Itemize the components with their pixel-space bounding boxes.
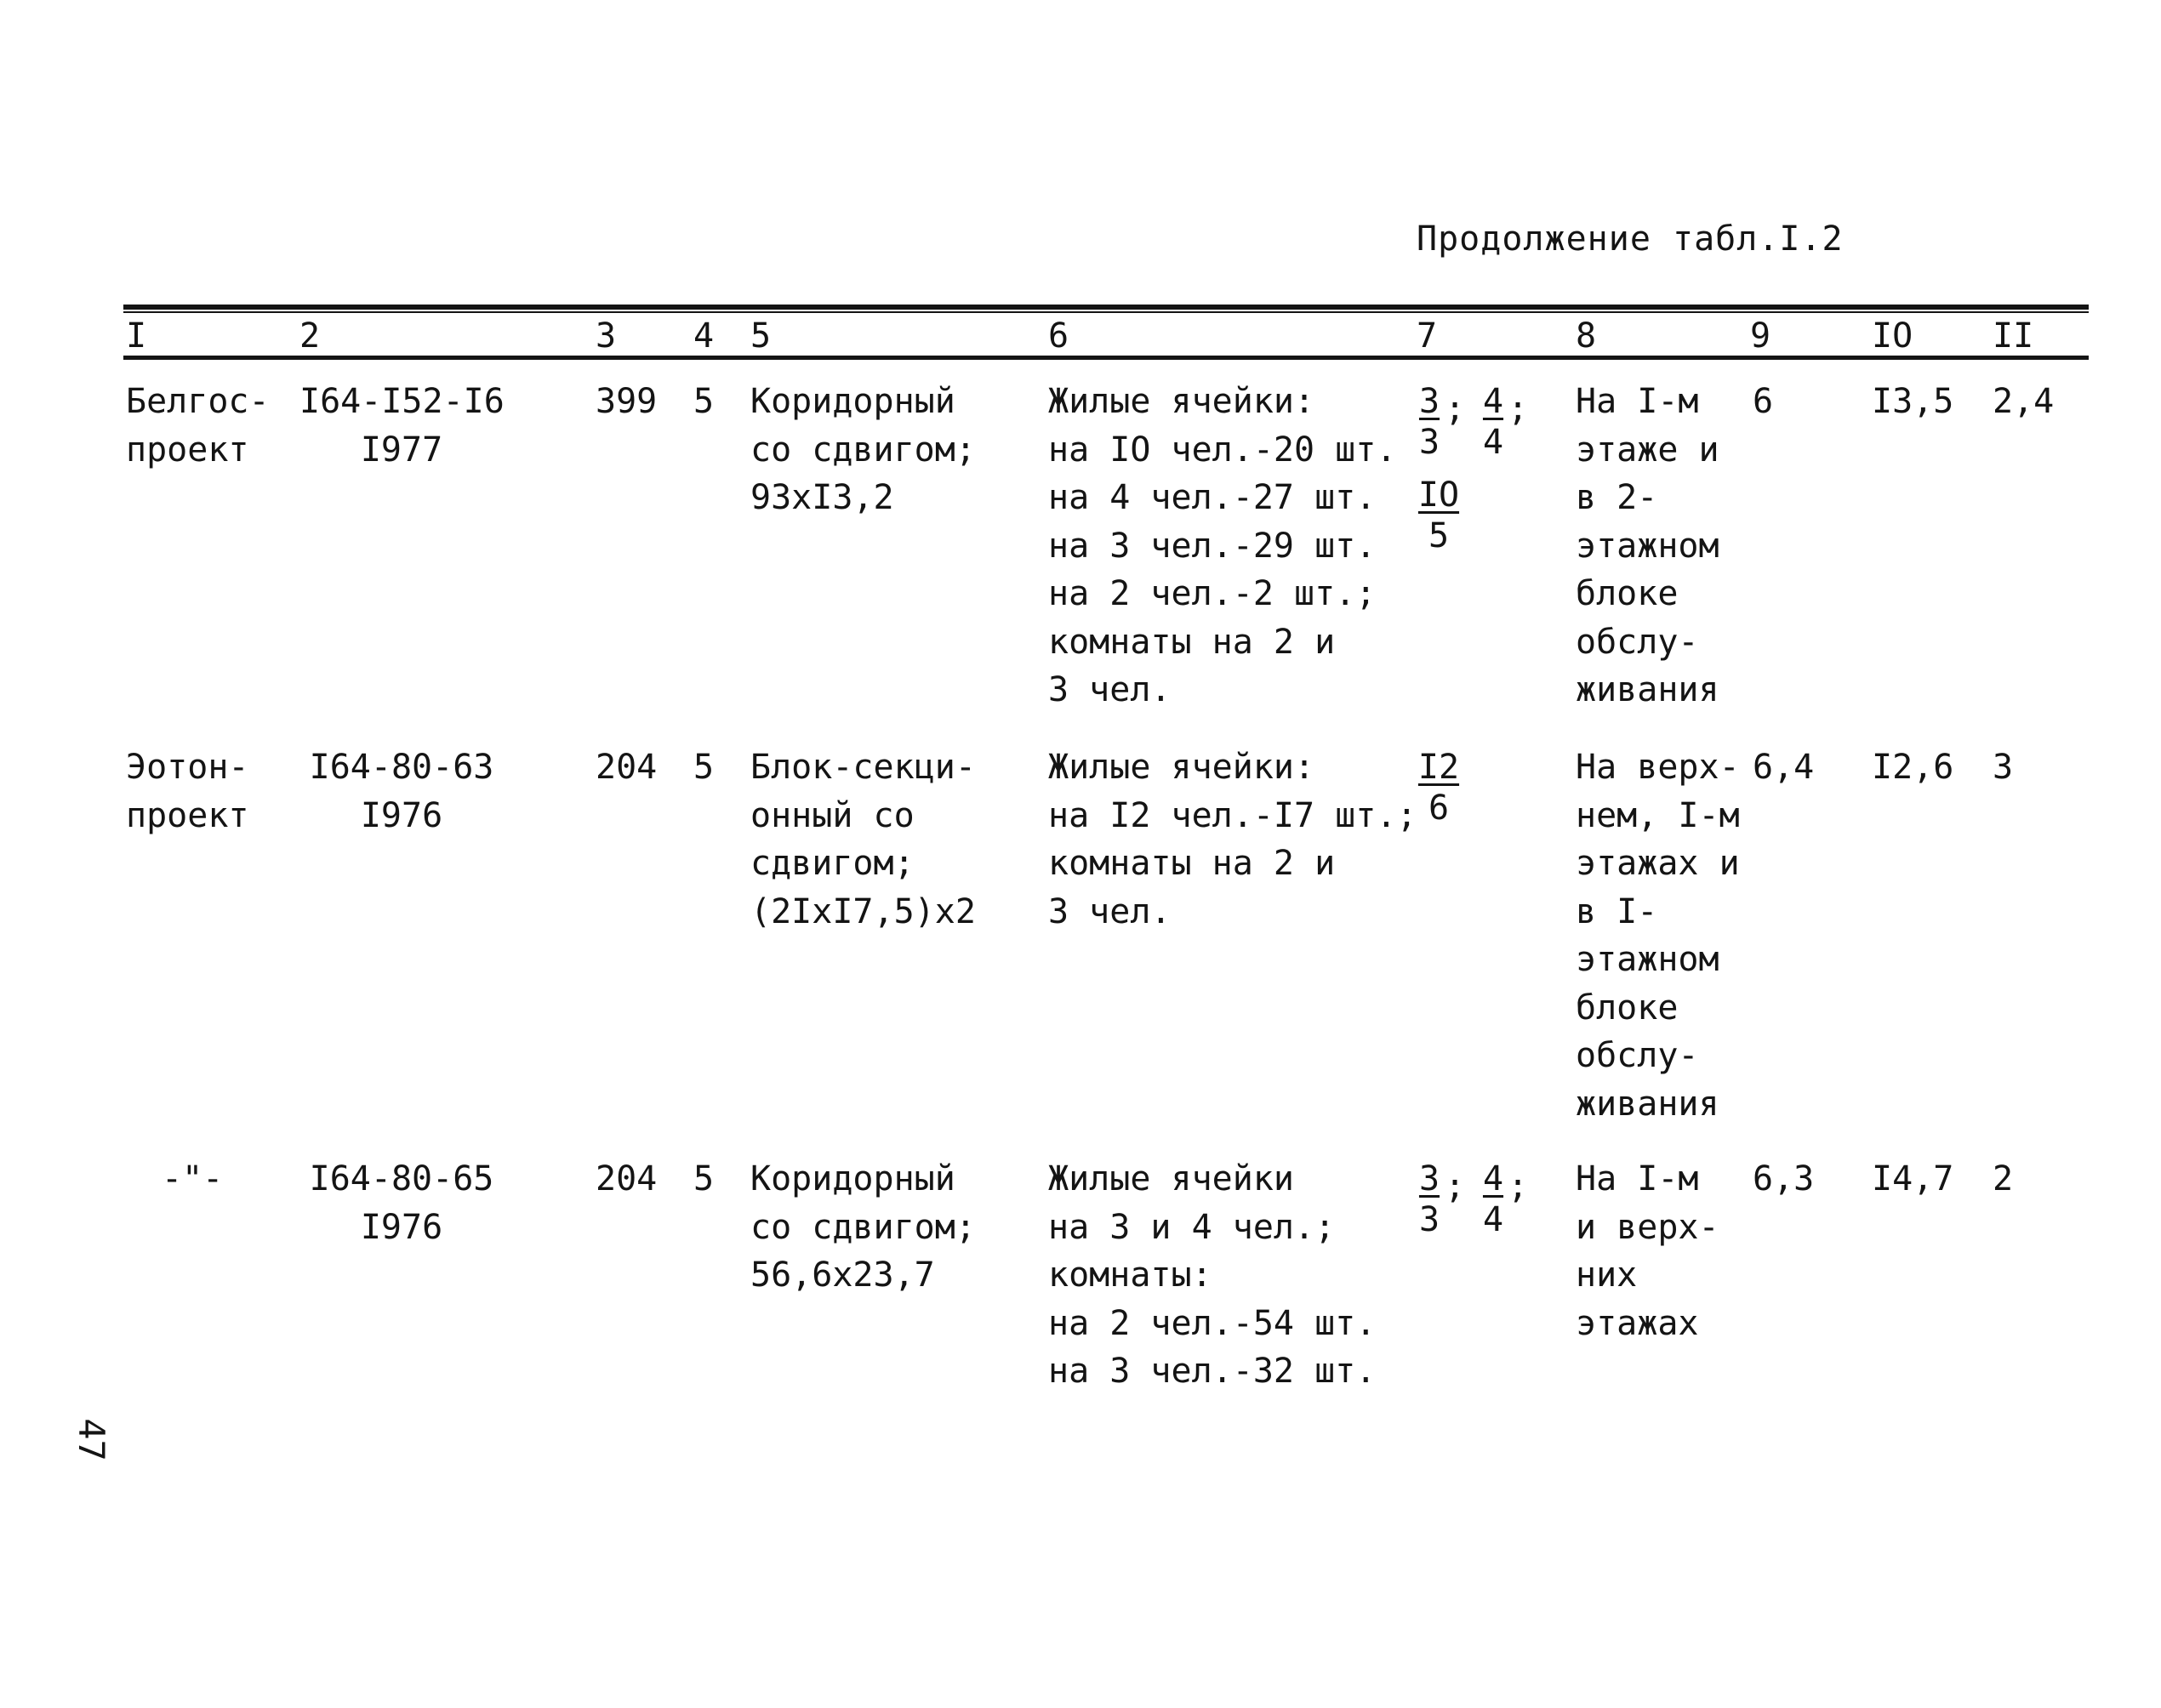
fraction-separator: ; xyxy=(1445,390,1466,429)
header-col-8: 8 xyxy=(1576,316,1597,356)
col3-cell: 204 xyxy=(596,748,658,787)
type-line: Блок-секци- xyxy=(750,748,976,787)
col3-cell: 399 xyxy=(596,382,658,421)
cells-line: на IO чел.-20 шт. xyxy=(1048,430,1397,470)
location-line: и верх- xyxy=(1576,1207,1719,1247)
cells-line: Жилые ячейки: xyxy=(1048,382,1315,421)
header-col-11: II xyxy=(1993,316,2034,356)
code-cell xyxy=(299,378,504,474)
cells-description xyxy=(1048,378,1396,715)
fraction xyxy=(1417,1159,1442,1240)
cells-line: комнаты на 2 и xyxy=(1048,844,1336,883)
location-line: в 2- xyxy=(1576,478,1658,517)
cells-line: 3 чел. xyxy=(1048,670,1172,709)
header-col-1: I xyxy=(126,316,147,356)
fraction xyxy=(1417,475,1461,556)
type-line: со сдвигом; xyxy=(750,430,976,470)
col4-cell: 5 xyxy=(693,382,715,421)
fraction xyxy=(1417,381,1442,463)
fraction-numerator: 4 xyxy=(1482,1159,1504,1198)
fraction-denominator: 4 xyxy=(1482,423,1504,462)
header-col-9: 9 xyxy=(1750,316,1771,356)
col11-cell: 3 xyxy=(1993,748,2014,787)
header-col-4: 4 xyxy=(693,316,715,356)
cells-line: на I2 чел.-I7 шт.; xyxy=(1048,795,1417,835)
org-line: проект xyxy=(126,430,249,470)
code-line: I64-80-63 xyxy=(309,748,494,787)
header-col-2: 2 xyxy=(299,316,321,356)
fraction-denominator: 3 xyxy=(1418,1200,1440,1239)
type-cell xyxy=(750,743,976,936)
org-line: проект xyxy=(126,795,249,835)
col11-cell: 2 xyxy=(1993,1159,2014,1198)
location-line: На I-м xyxy=(1576,1159,1699,1198)
location-line: них xyxy=(1576,1255,1638,1295)
top-rule-thin xyxy=(123,311,2089,313)
code-line: I64-I52-I6 xyxy=(299,382,505,421)
fraction-separator: ; xyxy=(1508,1167,1529,1206)
cells-line: на 3 чел.-29 шт. xyxy=(1048,526,1377,566)
org-line: Белгос- xyxy=(126,382,270,421)
code-line: I976 xyxy=(360,1207,443,1247)
header-rule xyxy=(123,356,2089,360)
col10-cell: I4,7 xyxy=(1872,1159,1954,1198)
col4-cell: 5 xyxy=(693,1159,715,1198)
cells-line: Жилые ячейки xyxy=(1048,1159,1294,1198)
type-line: Коридорный xyxy=(750,1159,955,1198)
cells-description xyxy=(1048,1155,1376,1396)
cells-line: комнаты: xyxy=(1048,1255,1212,1295)
fraction-denominator: 5 xyxy=(1428,516,1450,555)
location-line: этажах xyxy=(1576,1303,1699,1343)
org-line: -"- xyxy=(162,1159,224,1198)
fraction-numerator: IO xyxy=(1417,475,1460,515)
header-col-10: IO xyxy=(1872,316,1913,356)
fraction-denominator: 3 xyxy=(1418,423,1440,462)
code-cell xyxy=(299,1155,504,1251)
code-cell xyxy=(299,743,504,840)
org-cell xyxy=(126,743,249,840)
location-line: На верх- xyxy=(1576,748,1740,787)
location-cell xyxy=(1576,1155,1719,1347)
cells-line: на 3 и 4 чел.; xyxy=(1048,1207,1336,1247)
type-line: 56,6x23,7 xyxy=(750,1255,935,1295)
cells-line: на 4 чел.-27 шт. xyxy=(1048,478,1377,517)
location-line: обслу- xyxy=(1576,1036,1699,1075)
type-line: 93xI3,2 xyxy=(750,478,894,517)
col10-cell: I3,5 xyxy=(1872,382,1954,421)
fraction xyxy=(1480,381,1506,463)
col9-cell: 6 xyxy=(1753,382,1774,421)
code-line: I977 xyxy=(360,430,443,470)
location-line: нем, I-м xyxy=(1576,795,1740,835)
cells-line: на 3 чел.-32 шт. xyxy=(1048,1352,1377,1391)
type-cell xyxy=(750,378,976,522)
header-col-6: 6 xyxy=(1048,316,1069,356)
type-line: сдвигом; xyxy=(750,844,915,883)
location-line: этаже и xyxy=(1576,430,1719,470)
org-line: Эотон- xyxy=(126,748,249,787)
fraction-separator: ; xyxy=(1445,1167,1466,1206)
fraction-denominator: 4 xyxy=(1482,1200,1504,1239)
location-line: блоке xyxy=(1576,574,1679,613)
type-cell xyxy=(750,1155,976,1300)
table-caption: Продолжение табл.I.2 xyxy=(1417,219,1844,259)
col11-cell: 2,4 xyxy=(1993,382,2055,421)
code-line: I976 xyxy=(360,795,443,835)
fraction xyxy=(1480,1159,1506,1240)
header-col-3: 3 xyxy=(596,316,617,356)
org-cell xyxy=(126,378,270,474)
fraction xyxy=(1417,747,1461,828)
location-cell xyxy=(1576,378,1719,715)
col3-cell: 204 xyxy=(596,1159,658,1198)
location-line: этажном xyxy=(1576,940,1719,979)
location-cell xyxy=(1576,743,1740,1128)
type-line: Коридорный xyxy=(750,382,955,421)
page-number: 47 xyxy=(70,1418,112,1461)
fraction-separator: ; xyxy=(1508,390,1529,429)
type-line: онный со xyxy=(750,795,915,835)
type-line: (2IxI7,5)x2 xyxy=(750,891,976,931)
fraction-numerator: 4 xyxy=(1482,382,1504,421)
fraction-denominator: 6 xyxy=(1428,789,1450,828)
type-line: со сдвигом; xyxy=(750,1207,976,1247)
top-rule-thick xyxy=(123,305,2089,310)
fraction-numerator: I2 xyxy=(1417,748,1460,787)
fraction-numerator: 3 xyxy=(1418,382,1440,421)
cells-line: 3 чел. xyxy=(1048,891,1172,931)
header-col-5: 5 xyxy=(750,316,772,356)
col9-cell: 6,4 xyxy=(1753,748,1815,787)
location-line: живания xyxy=(1576,670,1719,709)
code-line: I64-80-65 xyxy=(309,1159,494,1198)
cells-line: комнаты на 2 и xyxy=(1048,622,1336,662)
cells-description xyxy=(1048,743,1417,936)
header-col-7: 7 xyxy=(1417,316,1438,356)
location-line: этажах и xyxy=(1576,844,1740,883)
location-line: живания xyxy=(1576,1084,1719,1124)
col10-cell: I2,6 xyxy=(1872,748,1954,787)
cells-line: Жилые ячейки: xyxy=(1048,748,1315,787)
cells-line: на 2 чел.-54 шт. xyxy=(1048,1303,1377,1343)
location-line: этажном xyxy=(1576,526,1719,566)
org-cell xyxy=(162,1155,223,1204)
col9-cell: 6,3 xyxy=(1753,1159,1815,1198)
location-line: обслу- xyxy=(1576,622,1699,662)
cells-line: на 2 чел.-2 шт.; xyxy=(1048,574,1377,613)
fraction-numerator: 3 xyxy=(1418,1159,1440,1198)
location-line: На I-м xyxy=(1576,382,1699,421)
location-line: блоке xyxy=(1576,988,1679,1028)
col4-cell: 5 xyxy=(693,748,715,787)
location-line: в I- xyxy=(1576,891,1658,931)
